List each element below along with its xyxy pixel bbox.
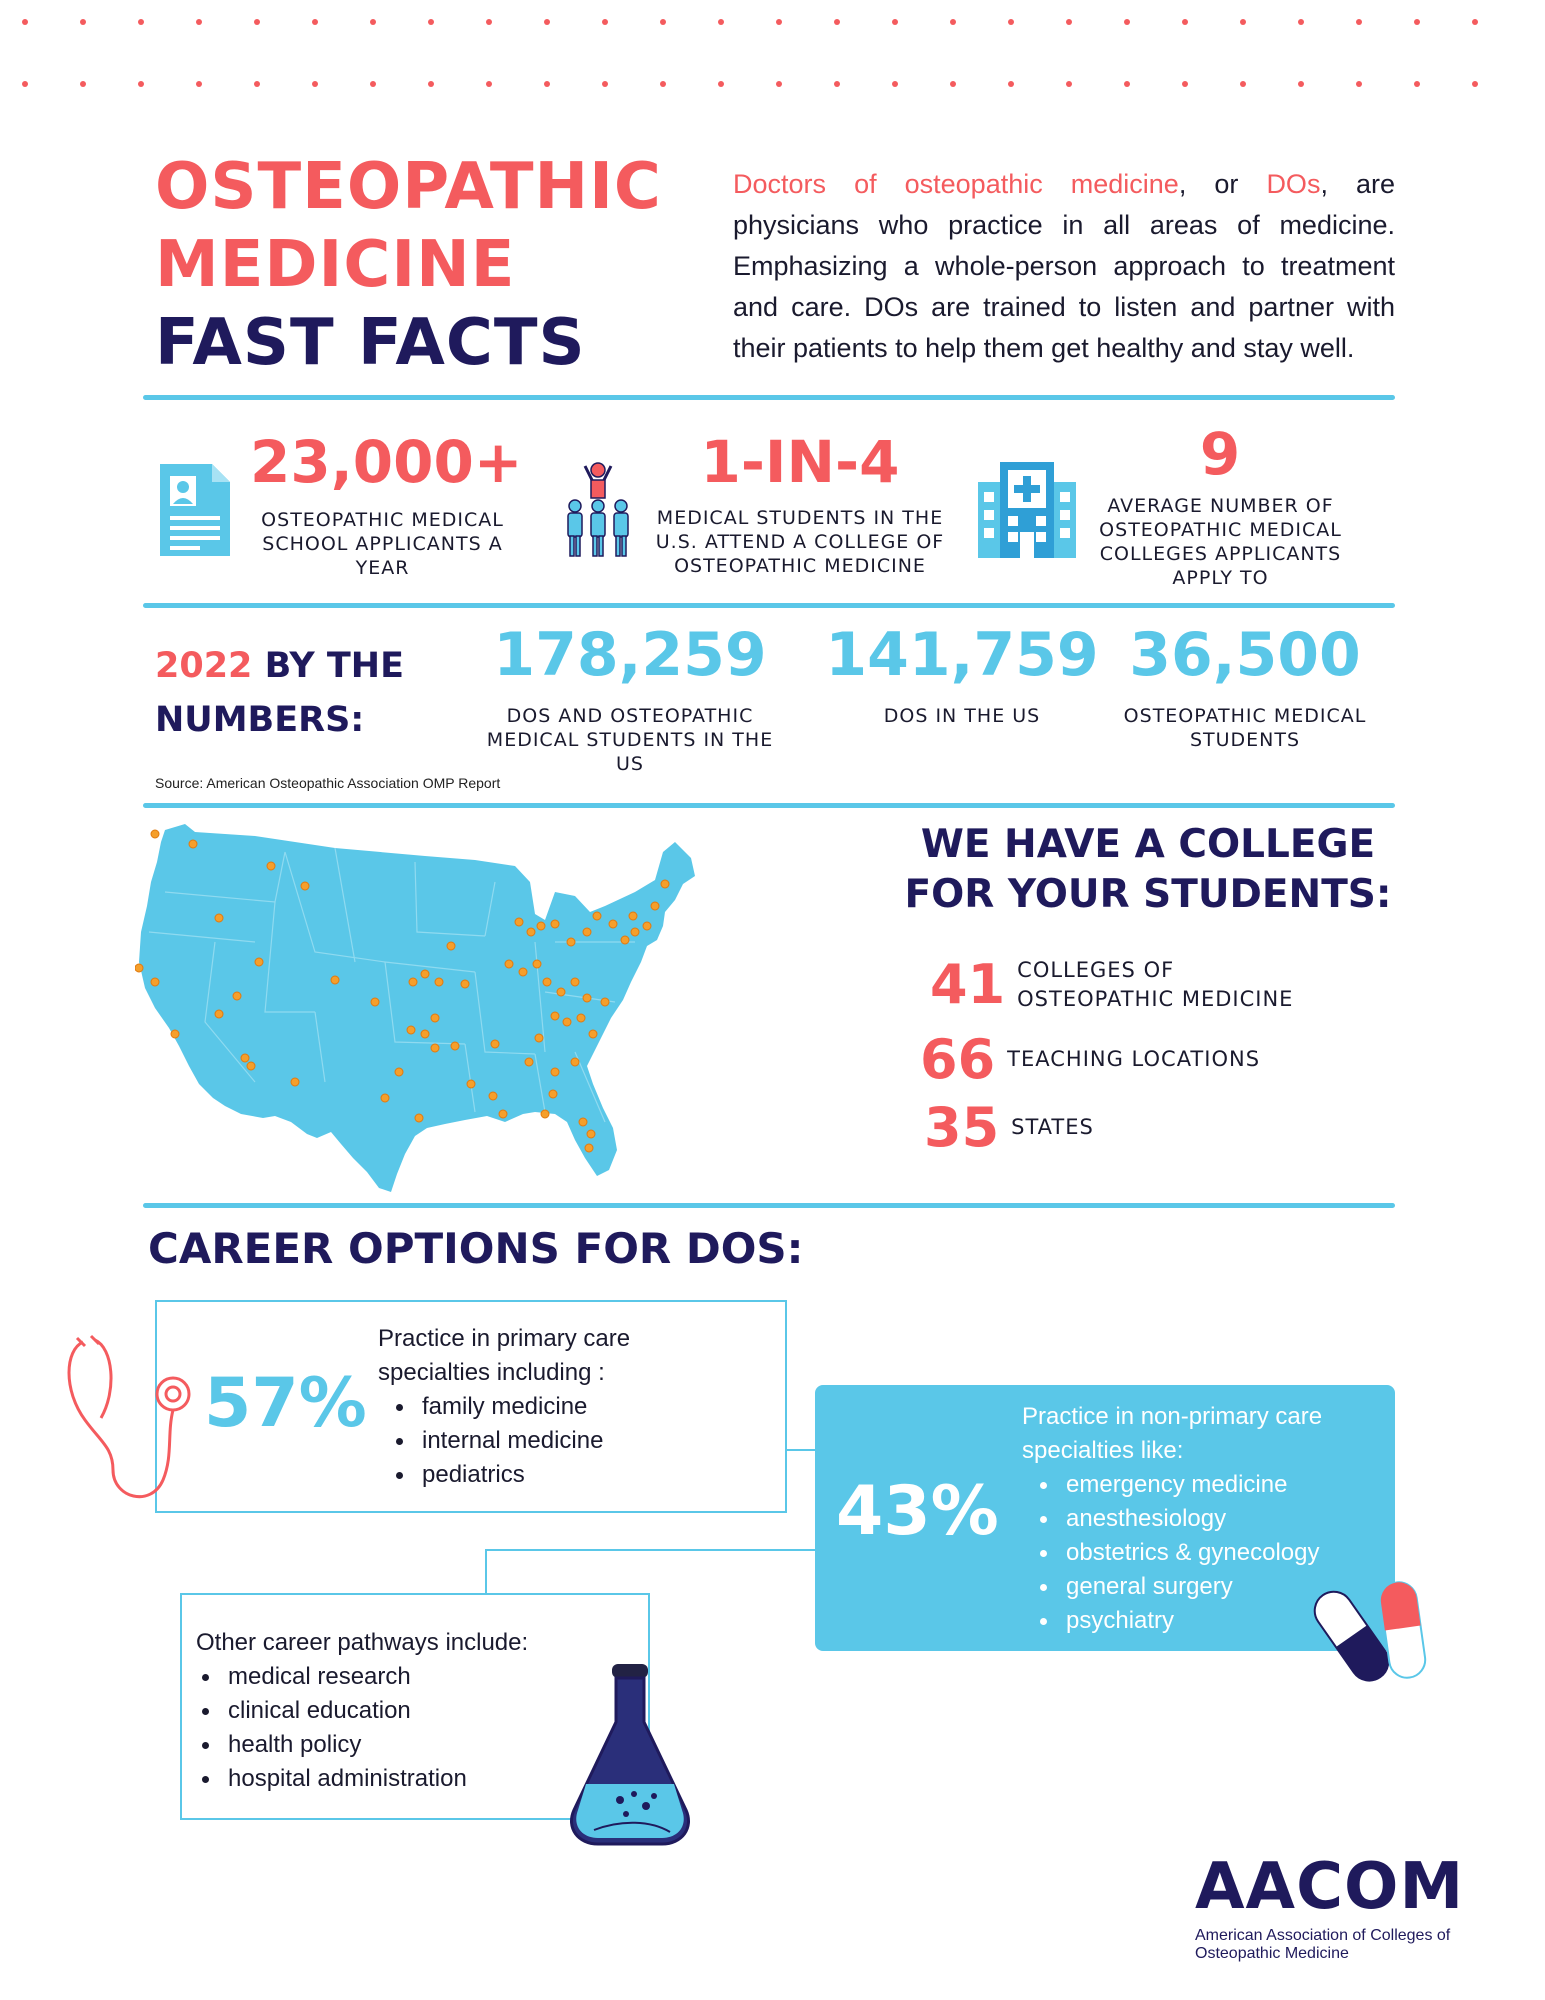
- dot: [22, 81, 28, 87]
- dot: [602, 81, 608, 87]
- college-stat-colleges-label: [1017, 956, 1293, 1014]
- dotted-border-top: [22, 19, 1530, 25]
- list-item: health policy: [198, 1728, 528, 1762]
- dot: [1182, 19, 1188, 25]
- list-item: internal medicine: [392, 1424, 630, 1458]
- stat-applicants-label: OSTEOPATHIC MEDICAL SCHOOL APPLICANTS A YEAR: [261, 509, 504, 579]
- numbers-dos-label: DOS IN THE US: [883, 705, 1041, 727]
- intro-separator: , or: [1178, 169, 1267, 199]
- dot: [1472, 81, 1478, 87]
- flask-icon: [560, 1660, 700, 1850]
- dot: [312, 19, 318, 25]
- college-stat-colleges-value: 41: [930, 953, 1006, 1016]
- dot: [486, 81, 492, 87]
- numbers-students-label: OSTEOPATHIC MEDICAL STUDENTS: [1123, 705, 1367, 751]
- divider-3: [143, 803, 1395, 808]
- primary-care-text: [378, 1322, 630, 1492]
- primary-care-list: [392, 1390, 630, 1492]
- dot: [1356, 81, 1362, 87]
- dot: [660, 19, 666, 25]
- dot: [312, 81, 318, 87]
- list-item: family medicine: [392, 1390, 630, 1424]
- intro-rest: , are physicians who practice in all areas of medicine. Emphasizing a whole-person approach to treatment and care. DOs are trained to listen and partner with their patients to help them get healthy and stay well.: [733, 169, 1396, 363]
- numbers-total-value: 178,259: [493, 620, 767, 690]
- dot: [1008, 81, 1014, 87]
- source-note: Source: American Osteopathic Association OMP Report: [155, 775, 501, 791]
- non-primary-care-text: [1022, 1400, 1322, 1638]
- aacom-logo-line2: Osteopathic Medicine: [1195, 1945, 1349, 1962]
- dot: [950, 19, 956, 25]
- dot: [138, 19, 144, 25]
- list-item: general surgery: [1036, 1570, 1322, 1604]
- divider-1: [143, 395, 1395, 400]
- aacom-logo-line1: American Association of Colleges of: [1195, 1927, 1451, 1944]
- dot: [1124, 19, 1130, 25]
- dot: [370, 81, 376, 87]
- dot: [776, 19, 782, 25]
- people-group-icon: [563, 460, 633, 560]
- dot: [1008, 19, 1014, 25]
- dot: [1240, 81, 1246, 87]
- dot: [1414, 19, 1420, 25]
- list-item: anesthesiology: [1036, 1502, 1322, 1536]
- dot: [1298, 81, 1304, 87]
- dot: [486, 19, 492, 25]
- primary-care-intro-2: specialties including :: [378, 1359, 605, 1386]
- non-primary-care-intro-2: specialties like:: [1022, 1437, 1184, 1464]
- dot: [660, 81, 666, 87]
- dot: [834, 19, 840, 25]
- dot: [950, 81, 956, 87]
- dot: [718, 19, 724, 25]
- dot: [892, 81, 898, 87]
- title-line-3: FAST FACTS: [155, 306, 586, 380]
- connector-vertical: [485, 1549, 487, 1593]
- us-map-icon: [135, 822, 705, 1192]
- divider-4: [143, 1203, 1395, 1208]
- list-item: medical research: [198, 1660, 528, 1694]
- connector-horizontal-mid: [485, 1549, 815, 1551]
- dot: [22, 19, 28, 25]
- list-item: emergency medicine: [1036, 1468, 1322, 1502]
- non-primary-care-intro-1: Practice in non-primary care: [1022, 1403, 1323, 1430]
- dot: [254, 81, 260, 87]
- college-heading-line1: WE HAVE A COLLEGE: [920, 822, 1376, 867]
- college-stat-states-label: STATES: [1011, 1115, 1094, 1139]
- connector-horizontal-top: [786, 1449, 816, 1451]
- numbers-heading-a: BY THE: [264, 646, 404, 686]
- college-heading-line2: FOR YOUR STUDENTS:: [904, 872, 1392, 917]
- primary-care-percent: 57%: [204, 1364, 367, 1443]
- dot: [1472, 19, 1478, 25]
- dot: [428, 19, 434, 25]
- numbers-heading-line1: [155, 646, 404, 686]
- college-stat-colleges-label-1: COLLEGES OF: [1017, 957, 1175, 982]
- dot: [80, 19, 86, 25]
- list-item: clinical education: [198, 1694, 528, 1728]
- dot: [370, 19, 376, 25]
- other-pathways-text: [196, 1626, 528, 1796]
- college-stat-locations-value: 66: [920, 1028, 996, 1091]
- dot: [1414, 81, 1420, 87]
- dot: [1240, 19, 1246, 25]
- dot: [196, 19, 202, 25]
- divider-2: [143, 603, 1395, 608]
- intro-paragraph: [733, 164, 1395, 369]
- dot: [1124, 81, 1130, 87]
- dot: [254, 19, 260, 25]
- intro-highlight-doctors: Doctors of osteopathic medicine: [733, 169, 1179, 199]
- hospital-building-icon: [978, 462, 1076, 558]
- dot: [428, 81, 434, 87]
- numbers-heading-line2: NUMBERS:: [155, 700, 365, 740]
- non-primary-care-list: [1036, 1468, 1322, 1638]
- college-stat-states-value: 35: [924, 1096, 1000, 1159]
- dot: [544, 81, 550, 87]
- capsule-pills-icon: [1305, 1580, 1435, 1700]
- aacom-logo-word: AACOM: [1195, 1850, 1465, 1924]
- list-item: pediatrics: [392, 1458, 630, 1492]
- dot: [1356, 19, 1362, 25]
- stat-average-colleges-value: 9: [1199, 420, 1241, 488]
- list-item: hospital administration: [198, 1762, 528, 1796]
- college-stat-colleges: [930, 953, 1293, 1016]
- document-person-icon: [158, 462, 232, 558]
- dot: [602, 19, 608, 25]
- dot: [892, 19, 898, 25]
- stethoscope-icon: [55, 1330, 205, 1510]
- other-pathways-intro: Other career pathways include:: [196, 1629, 529, 1656]
- stat-one-in-four-label: MEDICAL STUDENTS IN THE U.S. ATTEND A COLLEGE OF OSTEOPATHIC MEDICINE: [655, 507, 945, 577]
- stat-average-colleges-label: AVERAGE NUMBER OF OSTEOPATHIC MEDICAL COLLEGES APPLICANTS APPLY TO: [1099, 495, 1342, 589]
- numbers-year: 2022: [155, 646, 253, 686]
- title-line-1: OSTEOPATHIC: [155, 150, 662, 224]
- dot: [544, 19, 550, 25]
- dot: [718, 81, 724, 87]
- primary-care-intro-1: Practice in primary care: [378, 1325, 631, 1352]
- dot: [138, 81, 144, 87]
- numbers-total-label: DOS AND OSTEOPATHIC MEDICAL STUDENTS IN THE US: [486, 705, 774, 775]
- college-stat-locations-label: TEACHING LOCATIONS: [1007, 1047, 1261, 1071]
- numbers-students-value: 36,500: [1129, 620, 1361, 690]
- dot: [1066, 81, 1072, 87]
- dotted-border-second: [22, 81, 1530, 87]
- list-item: psychiatry: [1036, 1604, 1322, 1638]
- aacom-logo: [1195, 1850, 1495, 1963]
- dot: [80, 81, 86, 87]
- stat-applicants-value: 23,000+: [250, 428, 523, 496]
- college-stat-colleges-label-2: OSTEOPATHIC MEDICINE: [1017, 986, 1294, 1011]
- numbers-dos-value: 141,759: [825, 620, 1099, 690]
- college-stat-locations: [920, 1028, 1260, 1091]
- intro-highlight-dos: DOs: [1266, 169, 1321, 199]
- dot: [196, 81, 202, 87]
- college-stat-states: [924, 1096, 1094, 1159]
- dot: [1298, 19, 1304, 25]
- other-pathways-list: [198, 1660, 528, 1796]
- careers-heading: CAREER OPTIONS FOR DOS:: [148, 1224, 804, 1273]
- title-line-2: MEDICINE: [155, 228, 516, 302]
- dot: [1066, 19, 1072, 25]
- dot: [834, 81, 840, 87]
- non-primary-care-percent: 43%: [836, 1472, 999, 1551]
- dot: [1182, 81, 1188, 87]
- list-item: obstetrics & gynecology: [1036, 1536, 1322, 1570]
- stat-one-in-four-value: 1-IN-4: [700, 428, 900, 496]
- dot: [776, 81, 782, 87]
